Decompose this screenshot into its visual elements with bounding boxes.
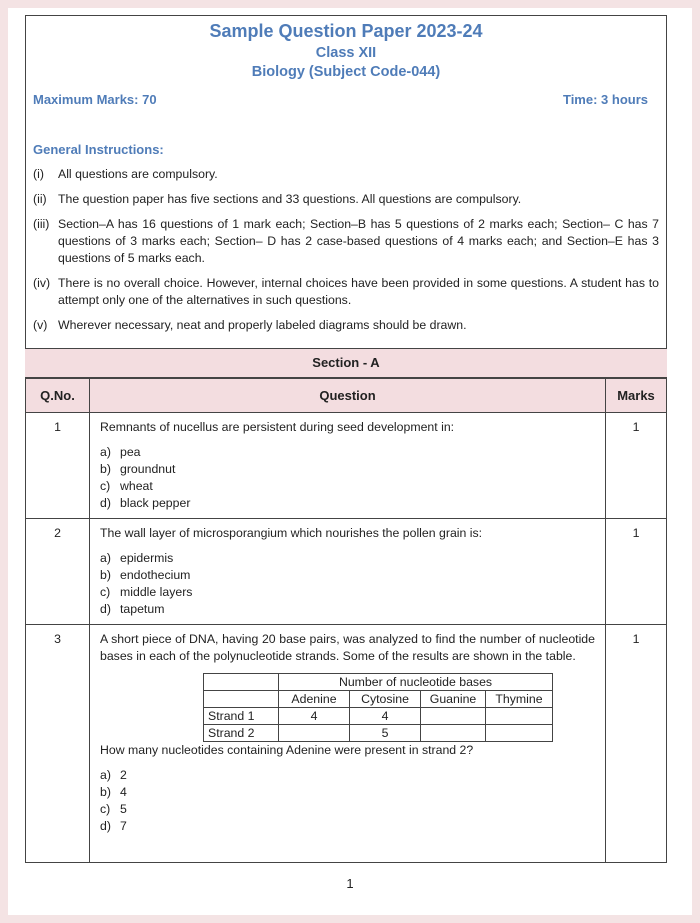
empty-cell [204,674,279,691]
cell: 5 [350,725,421,742]
question-cell [90,625,606,863]
option [100,478,595,495]
option-label: d) [100,819,111,833]
col-header: Cytosine [350,691,421,708]
option-label: c) [100,585,111,599]
option [100,784,595,801]
instruction-item [33,166,663,183]
option [100,567,595,584]
option-label: a) [100,768,111,782]
class-label: Class XII [315,45,377,61]
options-list [100,767,595,835]
instruction-text: All questions are compulsory. [58,167,218,181]
option-text: wheat [120,479,153,493]
option-text: 7 [120,819,127,833]
option-text: 2 [120,768,127,782]
option-text: groundnut [120,462,176,476]
instruction-item [33,191,663,208]
instruction-num: (v) [33,318,48,332]
instruction-num: (ii) [33,192,47,206]
instruction-item [33,275,663,309]
question-number: 2 [26,519,90,625]
option [100,495,595,512]
instruction-num: (iv) [33,276,51,290]
question-number: 3 [26,625,90,863]
followup-text: How many nucleotides containing Adenine were present in strand 2? [100,743,474,757]
cell: 4 [350,708,421,725]
option-text: middle layers [120,585,193,599]
option-label: c) [100,479,111,493]
option [100,584,595,601]
option-text: black pepper [120,496,191,510]
table-header-row [26,379,667,413]
option [100,444,595,461]
table-row [26,413,667,519]
row-label: Strand 1 [204,708,279,725]
option-label: a) [100,445,111,459]
question-text: Remnants of nucellus are persistent during seed development in: [100,420,455,434]
cell [421,725,486,742]
cell: 4 [279,708,350,725]
question-number: 1 [26,413,90,519]
options-list [100,550,595,618]
option-label: c) [100,802,111,816]
option-label: d) [100,496,111,510]
cell [486,725,553,742]
instruction-item [33,317,663,334]
row-label: Strand 2 [204,725,279,742]
option-text: pea [120,445,141,459]
nucleotide-table [203,673,553,742]
option-label: b) [100,568,111,582]
question-cell [90,519,606,625]
option-label: b) [100,462,111,476]
option-text: epidermis [120,551,174,565]
option [100,550,595,567]
instruction-text: There is no overall choice. However, internal choices have been provided in some questions. A student has to attempt only one of the alternatives in such questions. [58,276,659,307]
question-cell [90,413,606,519]
option-text: 5 [120,802,127,816]
option [100,601,595,618]
instruction-text: Wherever necessary, neat and properly labeled diagrams should be drawn. [58,318,467,332]
question-text: The wall layer of microsporangium which nourishes the pollen grain is: [100,526,483,540]
question-marks: 1 [606,519,667,625]
options-list [100,444,595,512]
instruction-num: (i) [33,167,44,181]
option-text: tapetum [120,602,165,616]
instruction-num: (iii) [33,217,50,231]
paper-title: Sample Question Paper 2023-24 [209,21,483,41]
col-marks: Marks [606,379,667,413]
option [100,767,595,784]
question-marks: 1 [606,413,667,519]
page-number: 1 [346,876,354,891]
question-text: A short piece of DNA, having 20 base pairs, was analyzed to find the number of nucleotide bases in each of the polynucleotide strands. Some of the results are shown in the table. [100,632,595,663]
group-header: Number of nucleotide bases [279,674,553,691]
cell [486,708,553,725]
cell [279,725,350,742]
question-table [25,378,667,863]
instruction-text: The question paper has five sections and 33 questions. All questions are compulsory. [58,192,522,206]
option [100,801,595,818]
section-title: Section - A [25,348,667,378]
col-header: Guanine [421,691,486,708]
instruction-text: Section–A has 16 questions of 1 mark each; Section–B has 5 questions of 2 marks each; Section– C has 7 questions of 3 marks each; Section– D has 2 case-based questions of 4 marks each; and Section–E has 3 questions of 5 marks each. [58,217,659,265]
option [100,818,595,835]
instruction-item [33,216,663,267]
subject-label: Biology (Subject Code-044) [251,64,441,80]
option-text: endothecium [120,568,191,582]
col-header: Thymine [486,691,553,708]
table-row [26,625,667,863]
option-label: d) [100,602,111,616]
col-header: Adenine [279,691,350,708]
option-text: 4 [120,785,127,799]
col-question: Question [90,379,606,413]
time-allowed: Time: 3 hours [562,92,648,107]
option-label: b) [100,785,111,799]
question-marks: 1 [606,625,667,863]
col-qno: Q.No. [26,379,90,413]
option [100,461,595,478]
instructions-title: General Instructions: [33,142,164,157]
cell [421,708,486,725]
option-label: a) [100,551,111,565]
empty-cell [204,691,279,708]
max-marks: Maximum Marks: 70 [33,92,157,107]
table-row [26,519,667,625]
